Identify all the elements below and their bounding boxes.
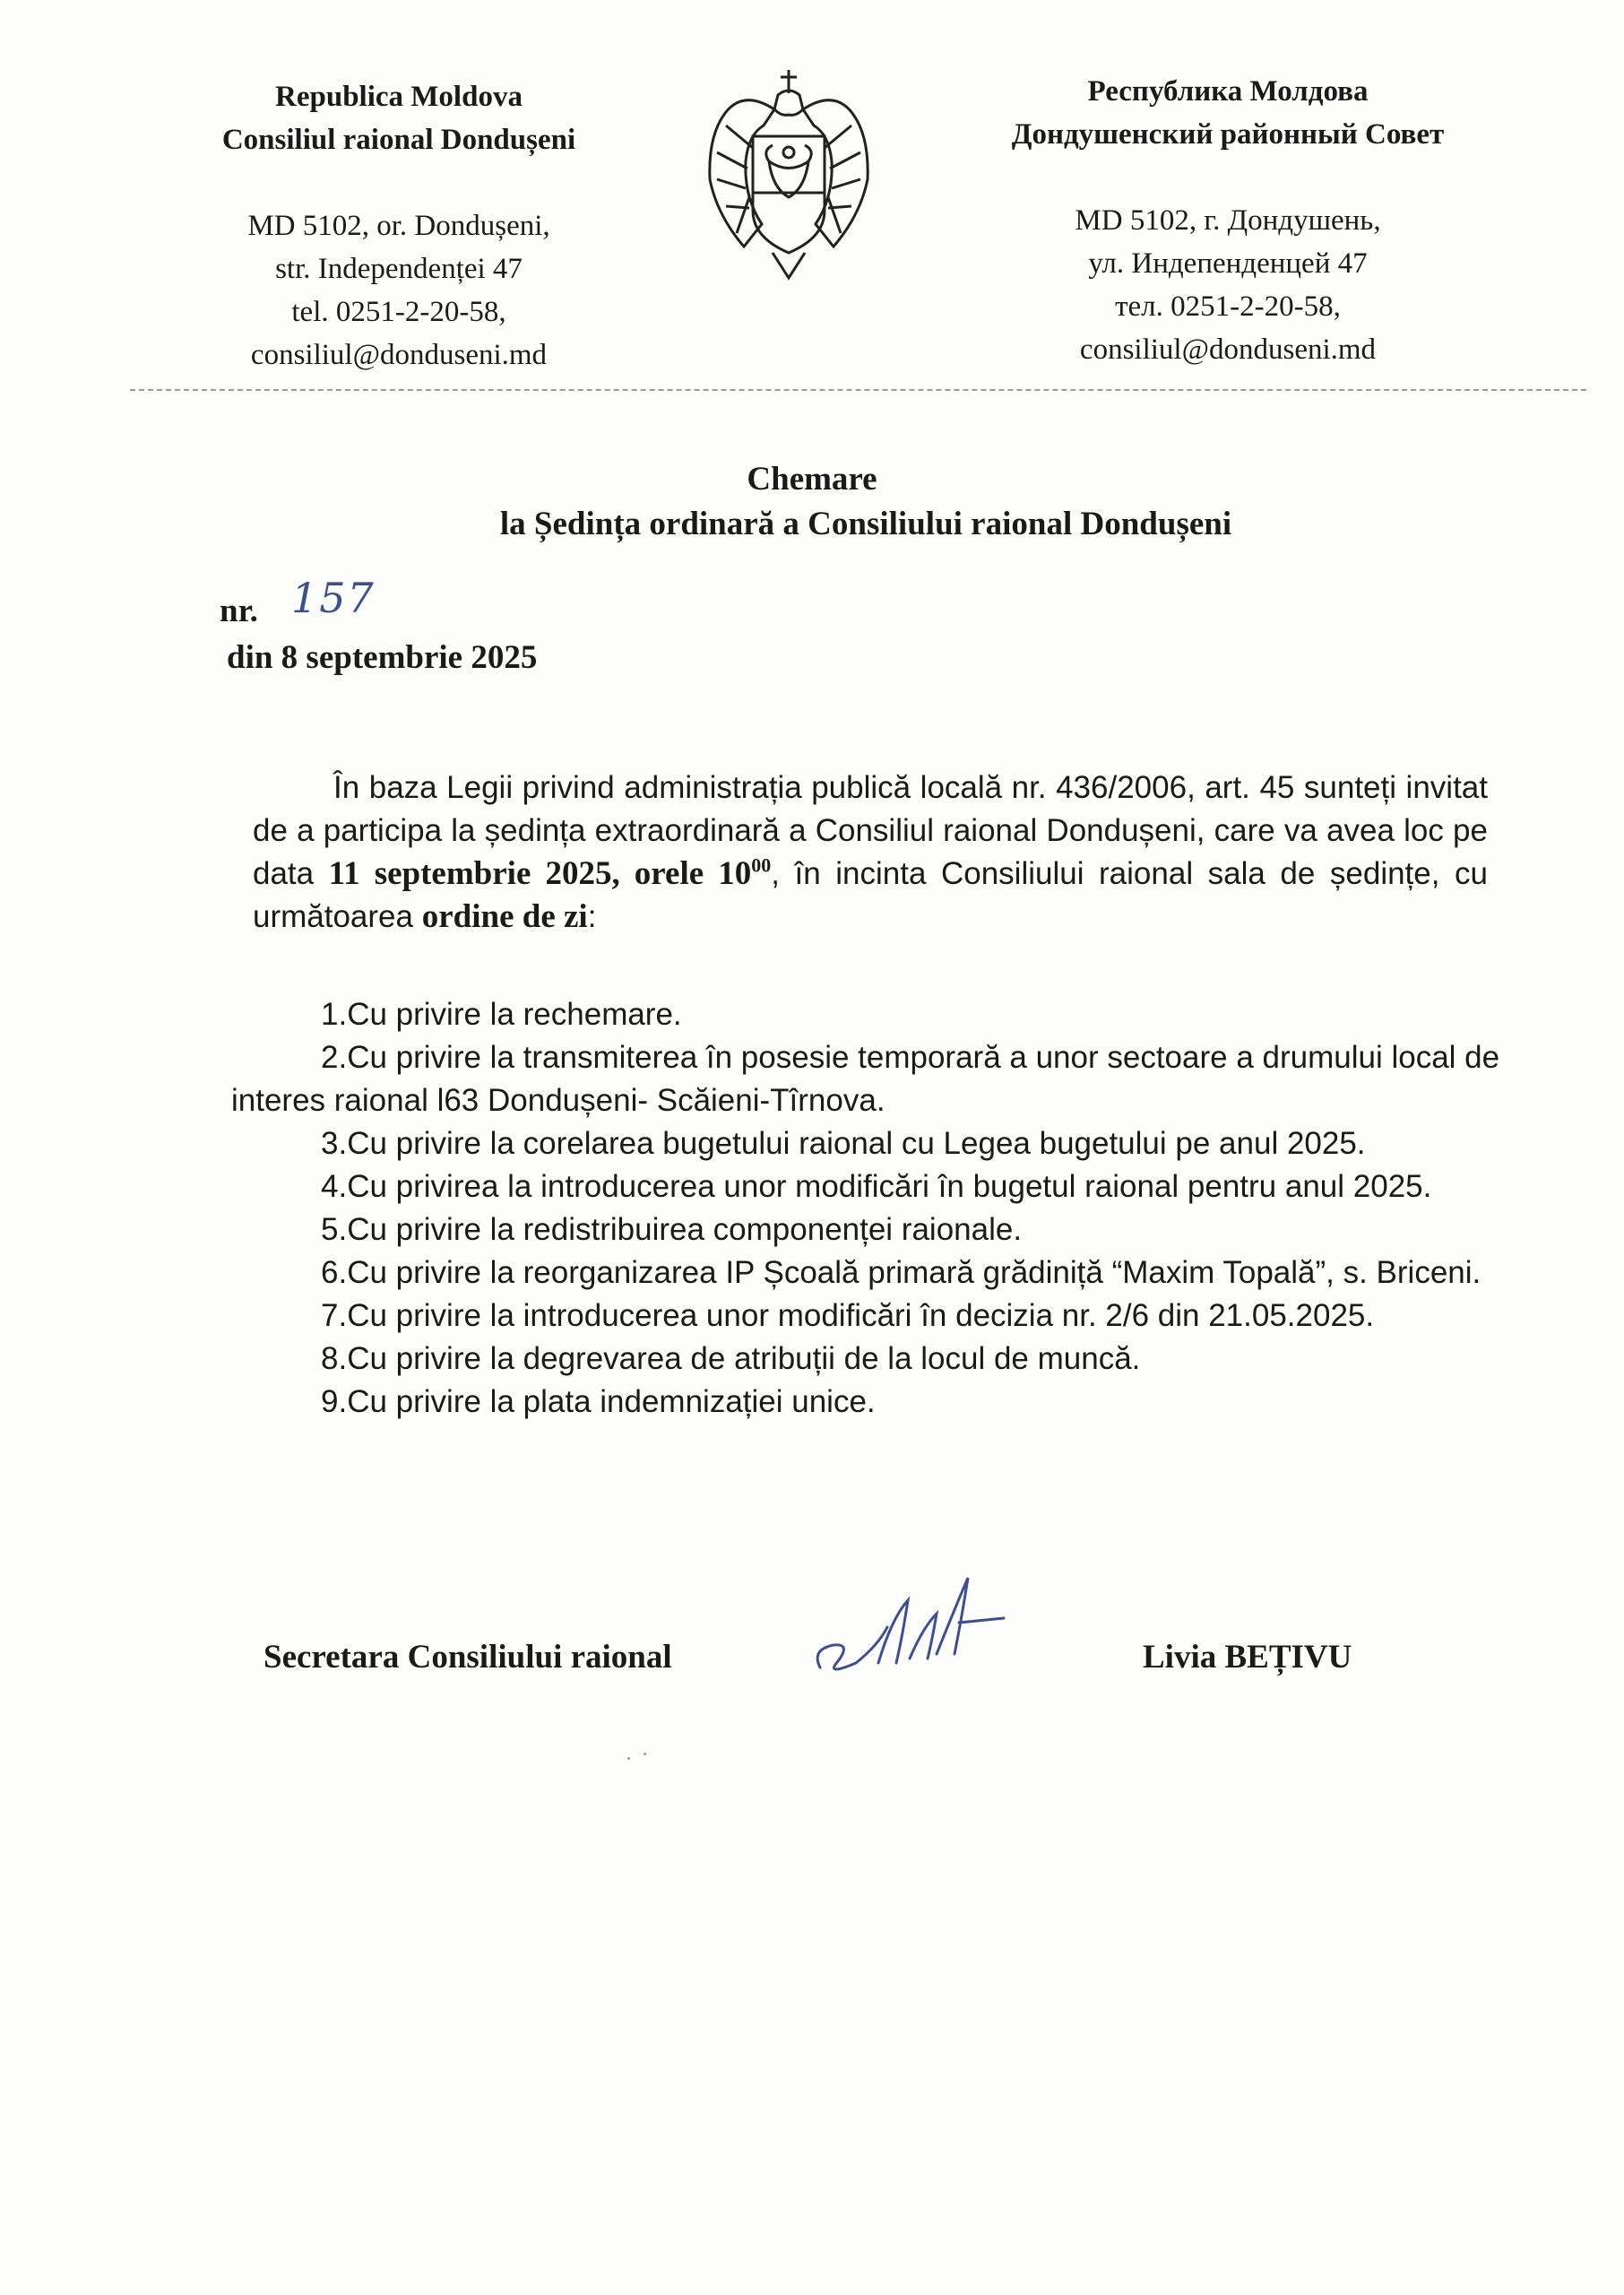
- intro-paragraph: [253, 766, 1488, 939]
- phone-ru: тел. 0251-2-20-58,: [1115, 290, 1341, 323]
- intro-text-2: , în incinta Consiliului raional sala de ședințe, cu următoarea: [253, 856, 1488, 934]
- address-line1-ru: MD 5102, г. Дондушень,: [1075, 204, 1381, 237]
- nr-handwritten-value: 157: [291, 574, 376, 622]
- signatory-name: Livia BEȚIVU: [1143, 1639, 1352, 1676]
- agenda-item: 9.Cu privire la plata indemnizației unice.: [321, 1384, 876, 1419]
- address-line2-ru: ул. Индепенденцей 47: [1088, 247, 1368, 280]
- address-block-ru: [977, 199, 1479, 371]
- nr-label: nr.: [220, 593, 258, 629]
- address-line1-ro: MD 5102, or. Dondușeni,: [247, 210, 550, 242]
- document-date: din 8 septembrie 2025: [227, 639, 538, 676]
- header-divider: [130, 389, 1586, 391]
- email-ro: consiliul@donduseni.md: [250, 339, 548, 371]
- agenda-item: 5.Cu privire la redistribuirea componenței raionale.: [321, 1212, 1023, 1247]
- agenda-label: ordine de zi: [421, 898, 588, 935]
- document-title: [0, 457, 1624, 547]
- meeting-time-minutes: 00: [751, 853, 772, 877]
- phone-ro: tel. 0251-2-20-58,: [291, 296, 506, 328]
- agenda-item: 8.Cu privire la degrevarea de atribuții de la locul de muncă.: [321, 1341, 1141, 1376]
- signatory-role: Secretara Consiliului raional: [263, 1639, 672, 1676]
- council-name-ru: Дондушенский районный Совет: [1011, 118, 1445, 151]
- title-line2: la Ședința ordinară a Consiliului raional Dondușeni: [499, 506, 1232, 542]
- handwritten-signature-icon: [802, 1564, 1017, 1681]
- intro-text-1: În baza Legii privind administrația publică locală nr. 436/2006, art. 45 sunteți invitat de a participa la ședința extraordinară a Consiliul raional Dondușeni, care va avea loc pe data: [253, 770, 1488, 891]
- scan-speck: [644, 1753, 646, 1755]
- letterhead-right: [977, 70, 1479, 371]
- agenda-item: 1.Cu privire la rechemare.: [321, 997, 682, 1032]
- country-name-ro: Republica Moldova: [275, 81, 523, 113]
- council-name-ro: Consiliul raional Dondușeni: [221, 124, 576, 156]
- agenda-item: 2.Cu privire la transmiterea în posesie temporară a unor sectoare a drumului local de interes raional l63 Dondușeni- Scăieni-Tîrnova.: [231, 1040, 1500, 1118]
- title-line1: Chemare: [747, 461, 877, 498]
- scan-speck: [627, 1757, 630, 1760]
- coat-of-arms-icon: [690, 63, 887, 287]
- address-line2-ro: str. Independenței 47: [275, 253, 523, 285]
- agenda-item: 7.Cu privire la introducerea unor modificări în decizia nr. 2/6 din 21.05.2025.: [321, 1298, 1375, 1333]
- agenda-list: [231, 993, 1504, 1424]
- country-name-ru: Республика Молдова: [1087, 75, 1369, 108]
- agenda-item: 3.Cu privire la corelarea bugetului raional cu Legea bugetului pe anul 2025.: [321, 1126, 1366, 1161]
- letterhead-left: [152, 75, 645, 377]
- agenda-item: 4.Cu privirea la introducerea unor modificări în bugetul raional pentru anul 2025.: [321, 1169, 1432, 1204]
- meeting-date: 11 septembrie 2025, orele 10: [328, 855, 752, 892]
- email-ru: consiliul@donduseni.md: [1079, 333, 1377, 366]
- intro-text-3: :: [587, 899, 597, 934]
- agenda-item: 6.Cu privire la reorganizarea IP Școală primară grădiniță “Maxim Topală”, s. Briceni.: [321, 1255, 1481, 1290]
- address-block-ro: [152, 204, 645, 377]
